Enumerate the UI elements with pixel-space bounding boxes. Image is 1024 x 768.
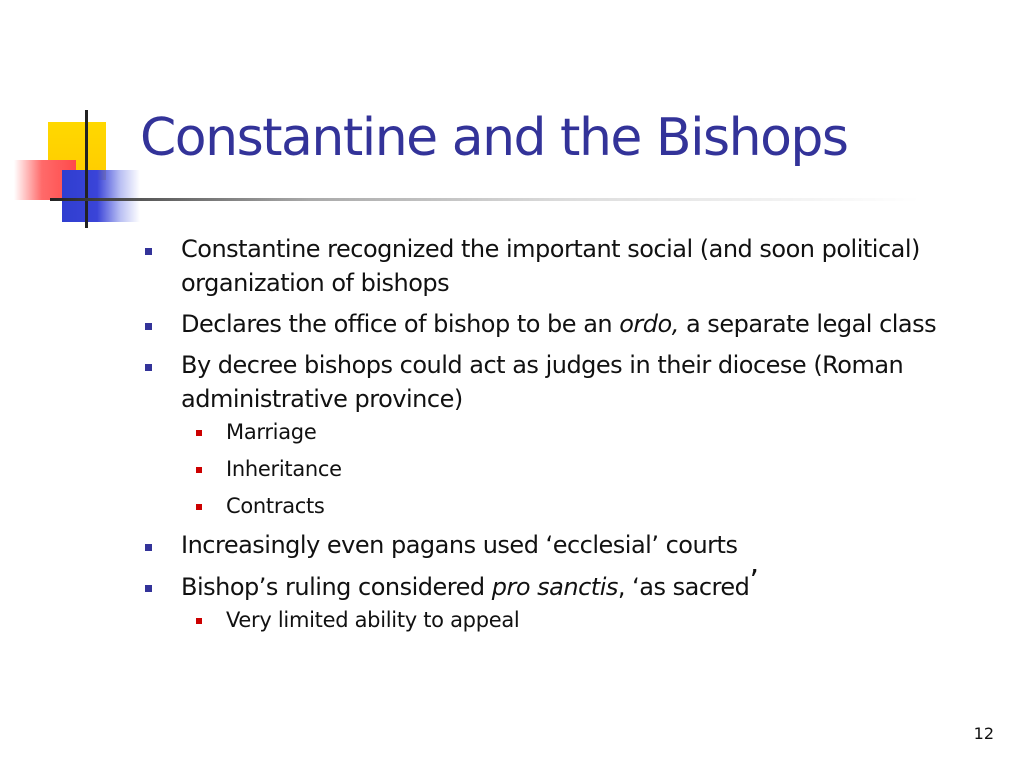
sub-bullet-item — [140, 418, 1000, 446]
sub-bullet-text: Marriage — [226, 420, 317, 444]
bullet-text: Declares the office of bishop to be an — [181, 310, 620, 338]
small-square-bullet-icon — [196, 430, 202, 436]
bullet-text: Constantine recognized the important social (and soon political) organization of bishops — [181, 235, 920, 297]
square-bullet-icon — [145, 323, 152, 330]
square-bullet-icon — [145, 248, 152, 255]
bullet-text: , ‘as sacred — [617, 573, 750, 601]
bullet-item — [140, 307, 1000, 341]
bullet-text: By decree bishops could act as judges in their diocese (Roman administrative province) — [181, 351, 904, 413]
bullet-italic-term: pro sanctis — [491, 573, 618, 601]
sub-bullet-text: Very limited ability to appeal — [226, 608, 520, 632]
sub-bullet-item — [140, 492, 1000, 520]
bullet-text: Bishop’s ruling considered — [181, 573, 492, 601]
bullet-text: Increasingly even pagans used ‘ecclesial’ courts — [181, 531, 738, 559]
sub-bullet-item — [140, 606, 1000, 634]
square-bullet-icon — [145, 544, 152, 551]
page-number: 12 — [973, 724, 994, 743]
bullet-list — [140, 232, 1000, 643]
small-square-bullet-icon — [196, 618, 202, 624]
bullet-text: a separate legal class — [678, 310, 937, 338]
bullet-item — [140, 528, 1000, 562]
small-square-bullet-icon — [196, 467, 202, 473]
sub-bullet-text: Contracts — [226, 494, 325, 518]
slide-title: Constantine and the Bishops — [140, 108, 848, 168]
logo-vertical-line — [85, 110, 88, 228]
title-underline — [50, 198, 920, 201]
bullet-item — [140, 564, 1000, 604]
sub-bullet-item — [140, 455, 1000, 483]
small-square-bullet-icon — [196, 504, 202, 510]
bullet-italic-term: ordo, — [619, 310, 679, 338]
square-bullet-icon — [145, 585, 152, 592]
sub-bullet-text: Inheritance — [226, 457, 342, 481]
bullet-item — [140, 232, 1000, 300]
closing-quote: ’ — [749, 564, 759, 599]
square-bullet-icon — [145, 364, 152, 371]
bullet-item — [140, 348, 1000, 416]
logo-blue-square — [62, 170, 140, 222]
